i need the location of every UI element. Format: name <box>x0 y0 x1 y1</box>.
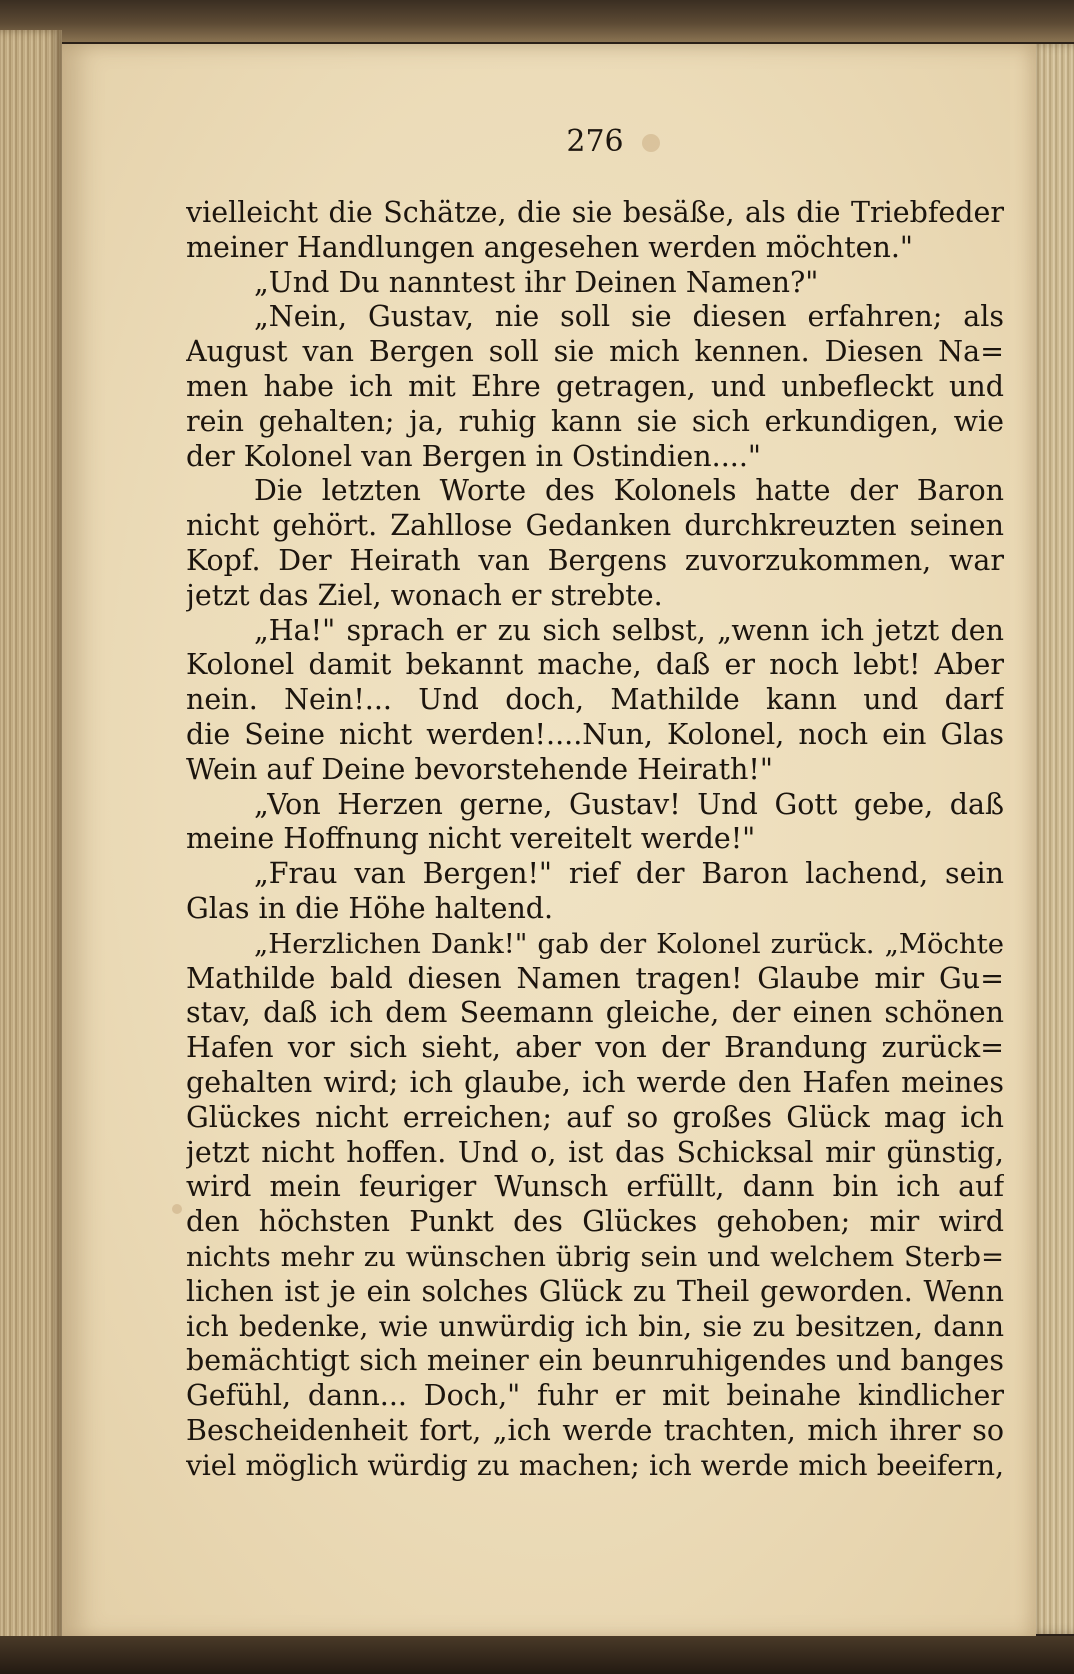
text-line: „Und Du nanntest ihr Deinen Namen?" <box>254 265 819 299</box>
binding-bottom-edge <box>0 1636 1074 1674</box>
text-line: Mathilde bald diesen Namen tragen! Glaube mir Gu= <box>186 961 1004 995</box>
binding-top-edge <box>0 0 1074 42</box>
text-line: ich bedenke, wie unwürdig ich bin, sie zu besitzen, dann <box>186 1309 1004 1343</box>
text-line: „Frau van Bergen!" rief der Baron lachend, sein <box>254 857 1004 891</box>
text-line: Glückes nicht erreichen; auf so großes Glück mag ich <box>186 1100 1004 1134</box>
text-line: wird mein feuriger Wunsch erfüllt, dann bin ich auf <box>186 1170 1004 1204</box>
text-line: nein. Nein!... Und doch, Mathilde kann und darf <box>186 683 1004 717</box>
text-line: Kolonel damit bekannt mache, daß er noch lebt! Aber <box>186 648 1004 682</box>
text-line: Gefühl, dann... Doch," fuhr er mit beinahe kindlicher <box>186 1379 1004 1413</box>
text-line: den höchsten Punkt des Glückes gehoben; mir wird <box>186 1205 1004 1239</box>
text-line: der Kolonel van Bergen in Ostindien...." <box>186 439 761 473</box>
text-line: Hafen vor sich sieht, aber von der Brandung zurück= <box>186 1031 1004 1065</box>
text-line: meiner Handlungen angesehen werden möchten." <box>186 230 914 264</box>
text-line: Kopf. Der Heirath van Bergens zuvorzukommen, war <box>186 543 1004 577</box>
text-line: „Ha!" sprach er zu sich selbst, „wenn ich jetzt den <box>254 613 1004 647</box>
paper-stain <box>172 1204 182 1214</box>
text-line: meine Hoffnung nicht vereitelt werde!" <box>186 822 756 856</box>
text-line: lichen ist je ein solches Glück zu Theil geworden. Wenn <box>186 1274 1004 1308</box>
text-line: Bescheidenheit fort, „ich werde trachten, mich ihrer so <box>186 1413 1004 1447</box>
text-line: Die letzten Worte des Kolonels hatte der Baron <box>254 474 1004 508</box>
text-line: viel möglich würdig zu machen; ich werde mich beeifern, <box>186 1448 1004 1482</box>
text-line: nichts mehr zu wünschen übrig sein und welchem Sterb= <box>186 1240 1004 1273</box>
text-line: „Von Herzen gerne, Gustav! Und Gott gebe, daß <box>254 787 1004 821</box>
text-line: die Seine nicht werden!....Nun, Kolonel, noch ein Glas <box>186 717 1004 751</box>
page-stack-left <box>0 30 62 1650</box>
text-line: jetzt nicht hoffen. Und o, ist das Schicksal mir günstig, <box>186 1135 1004 1169</box>
text-line: gehalten wird; ich glaube, ich werde den Hafen meines <box>186 1065 1004 1099</box>
text-line: stav, daß ich dem Seemann gleiche, der einen schönen <box>186 996 1004 1030</box>
text-line: rein gehalten; ja, ruhig kann sie sich erkundigen, wie <box>186 404 1004 438</box>
text-line: „Nein, Gustav, nie soll sie diesen erfahren; als <box>254 300 1004 334</box>
text-line: nicht gehört. Zahllose Gedanken durchkreuzten seinen <box>186 509 1004 543</box>
text-line: bemächtigt sich meiner ein beunruhigendes und banges <box>186 1344 1004 1378</box>
text-line: August van Bergen soll sie mich kennen. Diesen Na= <box>186 335 1004 369</box>
text-line: Glas in die Höhe haltend. <box>186 891 554 925</box>
text-line: jetzt das Ziel, wonach er strebte. <box>186 578 663 612</box>
page-number: 276 <box>566 124 624 159</box>
text-line: Wein auf Deine bevorstehende Heirath!" <box>186 752 773 786</box>
text-line: „Herzlichen Dank!" gab der Kolonel zurück. „Möchte <box>254 927 1004 960</box>
text-line: vielleicht die Schätze, die sie besäße, als die Triebfeder <box>186 196 1004 229</box>
text-line: men habe ich mit Ehre getragen, und unbefleckt und <box>186 369 1004 403</box>
body-text <box>186 196 1004 1483</box>
